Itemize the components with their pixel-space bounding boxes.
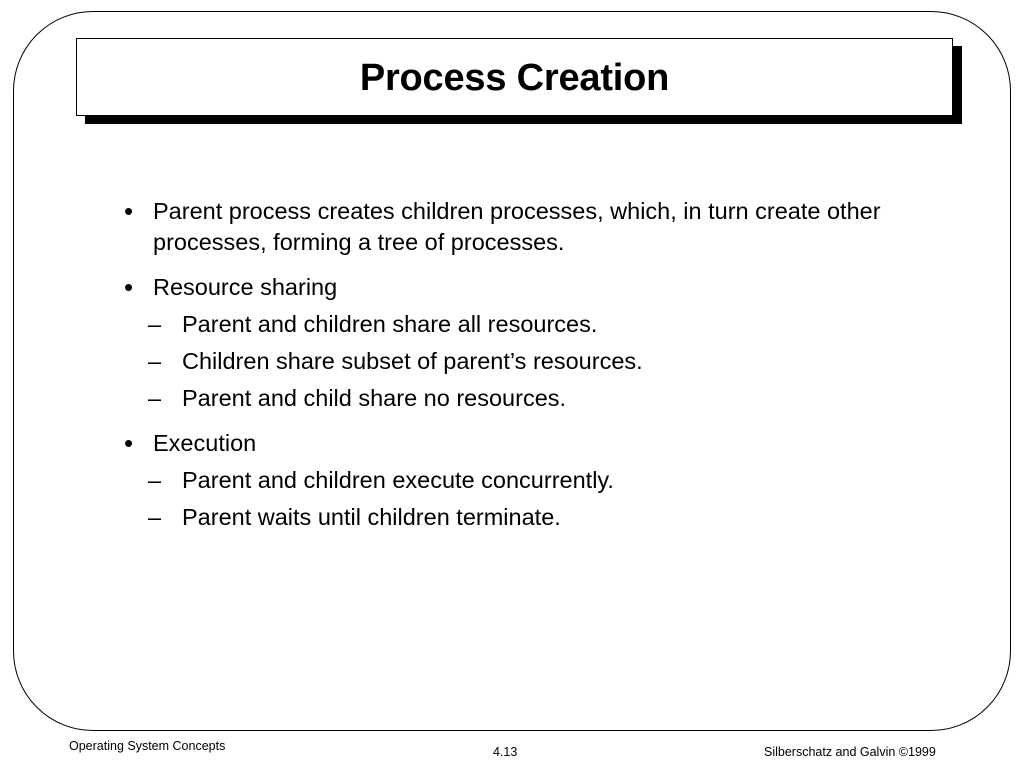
bullet-marker: • — [124, 196, 134, 226]
sub-list — [124, 465, 924, 533]
sub-item-text: Parent and child share no resources. — [182, 385, 567, 411]
bullet-text: Resource sharing — [153, 274, 338, 300]
sub-item — [124, 346, 924, 377]
bullet-marker: • — [124, 272, 134, 302]
sub-item — [124, 502, 924, 533]
bullet-marker: • — [124, 428, 134, 458]
title-box — [76, 38, 953, 116]
dash-marker: – — [148, 348, 162, 374]
dash-marker: – — [148, 385, 162, 411]
sub-item-text: Children share subset of parent’s resources. — [182, 348, 643, 374]
bullet-item — [124, 196, 924, 258]
sub-item — [124, 383, 924, 414]
footer-slide-number: 4.13 — [493, 745, 518, 759]
bullet-item — [124, 272, 924, 303]
sub-item-text: Parent and children share all resources. — [182, 311, 598, 337]
sub-item — [124, 465, 924, 496]
dash-marker: – — [148, 504, 162, 530]
sub-item — [124, 309, 924, 340]
sub-list — [124, 309, 924, 414]
sub-item-text: Parent waits until children terminate. — [182, 504, 561, 530]
bullet-text: Parent process creates children processes, which, in turn create other processes, forming a tree of processes. — [153, 198, 881, 255]
bullet-text: Execution — [153, 430, 257, 456]
dash-marker: – — [148, 467, 162, 493]
slide-content — [124, 196, 924, 539]
bullet-item — [124, 428, 924, 459]
sub-item-text: Parent and children execute concurrently. — [182, 467, 614, 493]
slide-title: Process Creation — [359, 56, 670, 99]
footer-course-title: Operating System Concepts — [69, 739, 226, 753]
footer-copyright: Silberschatz and Galvin ©1999 — [764, 745, 936, 759]
dash-marker: – — [148, 311, 162, 337]
